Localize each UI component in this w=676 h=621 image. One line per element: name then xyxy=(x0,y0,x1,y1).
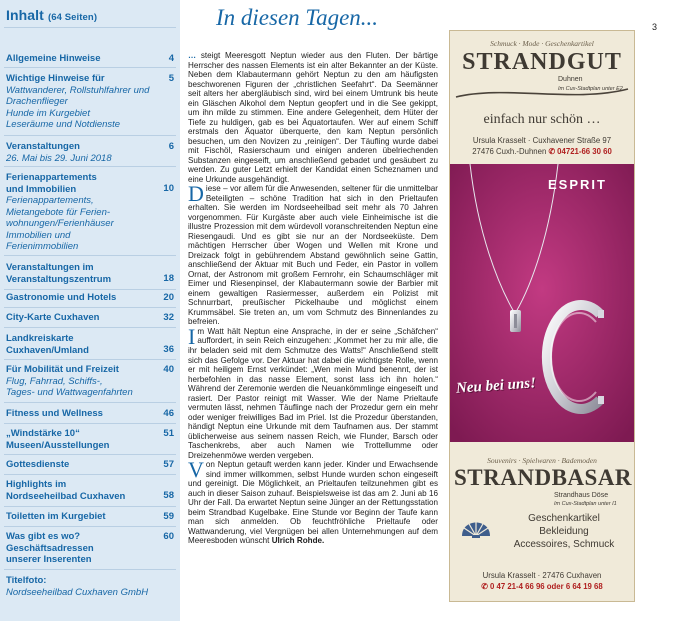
toc-entry-page: 6 xyxy=(168,141,174,152)
article-paragraph-2 xyxy=(188,181,438,327)
toc-head-line: Veranstaltungszentrum xyxy=(6,273,112,285)
contact-line xyxy=(450,146,634,157)
paragraph-text: m Watt hält Neptun eine Ansprache, in der er seine „Schäfchen“ auffordert, in sein Reich einzugehen: „Kommet her zu mir alle, die ihr beladen seid mit dem Schmutze des Watts!“ Anschließend stellt sich das Gefolge vor. Der Aktuar hat dabei die wichtigste Rolle, wenn er mit heiligem Ernst verkündet: „Wen mein Mund benennt, der ist herbefohlen in das nasse Element, sonst lass ich ihn holen.“ Während der Zeremonie werden die Neuankömmlinge eingeseift und rasiert. Der Pastor reinigt mit Wasser. Wie der Name Prieltaufe vermuten lässt, nehmen Täuflinge nach der Prozedur gern ein mehr oder weniger freiwilliges Bad im Priel. Ist die Prozedur überstanden, händigt Neptun eine Urkunde mit dem Taufnamen aus. Der stammt üblicherweise aus seinem nassen Reich, wie Flunder, Barsch oder Taschenkrebs, aber auch Namen wie Trottellumme oder Dreizehenmöwe werden vergeben. xyxy=(188,326,438,460)
toc-entry-head: Gastronomie und Hotels xyxy=(6,292,117,303)
lead-dots: … xyxy=(188,51,197,60)
toc-head-line: „Windstärke 10“ xyxy=(6,428,80,439)
strandbasar-contact xyxy=(450,570,634,592)
toc-desc-line: Wattwanderer, Rollstuhlfahrer und Drachenflieger xyxy=(6,84,150,107)
titelfoto-value: Nordseeheilbad Cuxhaven GmbH xyxy=(6,586,149,598)
toc-entry-head xyxy=(6,428,113,451)
toc-entry-head xyxy=(6,333,93,356)
seashell-icon xyxy=(460,510,492,540)
toc-entry-page: 20 xyxy=(163,292,174,303)
contact-line: Ursula Krasselt · 27476 Cuxhaven xyxy=(482,571,602,580)
contact-line: Ursula Krasselt · Cuxhavener Straße 97 xyxy=(472,136,612,145)
table-of-contents xyxy=(0,0,180,621)
toc-entry[interactable] xyxy=(6,408,174,420)
page-number: 3 xyxy=(652,22,658,32)
toc-entry-head: Allgemeine Hinweise xyxy=(6,53,101,64)
article-title: In diesen Tagen... xyxy=(216,5,379,30)
toc-entry-page: 51 xyxy=(163,428,174,439)
toc-entry[interactable] xyxy=(6,53,174,65)
toc-desc-line: Immobilien und xyxy=(6,229,71,241)
strandgut-map-ref: Im Cux-Stadtplan unter E2 xyxy=(558,86,623,92)
article-body xyxy=(188,51,438,546)
toc-entry-head: Toiletten im Kurgebiet xyxy=(6,511,106,522)
toc-entry-head: Veranstaltungen xyxy=(6,141,80,152)
dropcap: I xyxy=(188,323,196,349)
toc-desc-line: Hunde im Kurgebiet xyxy=(6,107,90,119)
toc-entry-desc: 26. Mai bis 29. Juni 2018 xyxy=(6,152,112,164)
toc-desc-line: Tages- und Wattwagenfahrten xyxy=(6,387,133,398)
strandgut-logo-text: STRANDGUT xyxy=(462,49,622,75)
article-paragraph-3 xyxy=(188,323,438,460)
toc-entry-page: 18 xyxy=(163,273,174,284)
toc-entry-page: 4 xyxy=(168,53,174,64)
product-line: Bekleidung xyxy=(539,526,589,537)
strandgut-slogan: einfach nur schön … xyxy=(483,112,601,127)
strandbasar-logo-text: STRANDBASAR xyxy=(454,465,633,490)
toc-entry-page: 40 xyxy=(163,364,174,375)
necklace-and-bangle-illustration xyxy=(450,164,634,442)
toc-entry-page: 10 xyxy=(163,183,174,194)
toc-entry[interactable] xyxy=(6,428,174,451)
toc-entry[interactable] xyxy=(6,292,174,304)
toc-desc-line: Ferienimmobilien xyxy=(6,241,79,252)
article xyxy=(188,0,438,621)
toc-entry[interactable] xyxy=(6,172,174,253)
toc-desc-line: Leseräume und Notdienste xyxy=(6,119,121,130)
toc-desc-line: wohnungen/Ferienhäuser xyxy=(6,218,114,229)
paragraph-text: steigt Meeresgott Neptun wieder aus den Fluten. Der bärtige Herrscher des nassen Elements ist ein alter Bekannter an der Küste. Neben dem Klabautermann gehört Neptun zu den am häufigsten beschworenen Figuren der „christlichen Seefahrt“. Da Seemänner seit alters her abergläubisch sind, wird bei einem Umtrunk bis heute ein Gläschen Alkohol dem Neptun geopfert und in die See gekippt, um ihn milde zu stimmen. Eine andere Gelegenheit, dem Hüter der Tiefe zu huldigen, gab es bei Äquatortaufen. Wer auf einem Schiff erstmals den Äquator überquerte, den kam Neptun persönlich besuchen, um den Novizen zu „reinigen“. Der Täufling wurde dabei mit Fischöl, Rasierschaum und einigen anderen übelriechenden Substanzen eingeseift, um anschließend gebadet und gesäubert zu werden. Zu guter Letzt erhielt der Kandidat einen Scheznamen und eine Urkunde ausgehändigt. xyxy=(188,51,438,184)
strandgut-ad xyxy=(450,31,634,163)
contact-phone: ✆ 0 47 21-4 66 96 oder 6 64 19 68 xyxy=(481,582,603,591)
toc-entry[interactable] xyxy=(6,364,174,399)
toc-entry-head: City-Karte Cuxhaven xyxy=(6,312,100,323)
signature: Ulrich Rohde. xyxy=(271,536,325,546)
toc-entry-page: 57 xyxy=(163,459,174,470)
product-line: Accessoires, Schmuck xyxy=(513,539,615,550)
toc-entry[interactable] xyxy=(6,459,174,471)
toc-entry[interactable] xyxy=(6,511,174,523)
strandbasar-location: Strandhaus Döse xyxy=(554,492,609,499)
toc-entry-page: 60 xyxy=(163,531,174,542)
toc-entry-head xyxy=(6,172,101,195)
toc-entry-head: Wichtige Hinweise für xyxy=(6,73,105,84)
toc-entry-page: 36 xyxy=(163,344,174,355)
toc-entry[interactable] xyxy=(6,262,174,285)
toc-entry-page: 46 xyxy=(163,408,174,419)
toc-head-line: Was gibt es wo? xyxy=(6,531,81,542)
toc-entry-page: 58 xyxy=(163,490,174,501)
toc-entry-head: Fitness und Wellness xyxy=(6,408,103,419)
product-line: Geschenkartikel xyxy=(528,513,600,524)
titelfoto-label: Titelfoto: xyxy=(6,575,47,586)
toc-entry-desc xyxy=(6,195,174,253)
strandbasar-map-ref: Im Cux-Stadtplan unter I1 xyxy=(554,501,617,507)
esprit-logo-text: ESPRIT xyxy=(548,177,607,192)
toc-title-text: Inhalt xyxy=(6,7,44,23)
toc-subtitle: (64 Seiten) xyxy=(47,12,98,23)
toc-head-line: unserer Inserenten xyxy=(6,554,92,565)
strandbasar-products xyxy=(494,512,634,551)
paragraph-text: on Neptun getauft werden kann jeder. Kinder und Erwachsende sind immer willkommen, selbst Hunde wurden schon eingeseift und gereinigt. Die Möglichkeit, an Prieltaufen teilzunehmen gibt es auch in dieser Saison zuhauf. Beispielsweise ist das am 2. Juni ab 16 Uhr der Fall. Da erwartet Neptun seine Jünger an der Rettungsstation beim Strandbad Kugelbake. Eine Stunde vor Beginn der Taufe kann man sich anmelden. Ob feuchtfröhliche Prieltaufe oder Wattwanderung, viel Vergnügen bei allen Unternehmungen auf dem Meeresboden wünscht xyxy=(188,460,438,546)
advertisement xyxy=(449,30,635,602)
strandgut-tagline: Schmuck · Mode · Geschenkartikel xyxy=(490,39,594,48)
toc-head-line: Ferienappartements xyxy=(6,172,97,183)
dropcap: D xyxy=(188,181,204,207)
toc-entry-head: Gottesdienste xyxy=(6,459,70,470)
contact-address: 27476 Cuxh.-Duhnen xyxy=(472,147,549,156)
toc-entry[interactable] xyxy=(6,73,174,131)
toc-entry[interactable] xyxy=(6,333,174,356)
toc-desc-line: Mietangebote für Ferien- xyxy=(6,206,111,218)
toc-entry-head xyxy=(6,479,129,502)
toc-title xyxy=(6,7,180,23)
toc-entry[interactable] xyxy=(6,141,174,164)
jewelry-photo xyxy=(450,164,634,442)
toc-entry-page: 32 xyxy=(163,312,174,323)
article-paragraph-1 xyxy=(188,51,438,184)
toc-entry-head xyxy=(6,531,98,566)
toc-head-line: und Immobilien xyxy=(6,183,77,195)
article-paragraph-4 xyxy=(188,457,438,546)
toc-head-line: Museen/Ausstellungen xyxy=(6,439,110,451)
toc-entry-page: 59 xyxy=(163,511,174,522)
toc-head-line: Highlights im xyxy=(6,479,67,490)
toc-desc-line: Ferienappartements, xyxy=(6,195,94,206)
toc-entry-head: Für Mobilität und Freizeit xyxy=(6,364,119,375)
new-arrival-label: Neu bei uns! xyxy=(455,375,537,397)
toc-head-line: Cuxhaven/Umland xyxy=(6,344,89,356)
toc-entry[interactable] xyxy=(6,479,174,502)
contact-phone: ✆ 04721-66 30 60 xyxy=(548,147,612,156)
paragraph-text: iese – vor allem für die Anwesenden, seltener für die unmittelbar Beteiligten – schöne Tradition hat sich in den Prieltaufen erhalten. Sie werden im Nordseeheilbad seit mehr als 70 Jahren vorgenommen. Für Kurgäste aber auch viele Einheimische ist die illustre Prozession mit dem würdevoll voranschreitenden Neptun eine Riesengaudi. Und es gibt sie nur an der Nordseeküste. Dem mächtigen Herrscher über Wogen und Wellen mit Krone und Dreizack folgt in gebührendem Abstand gewöhnlich seine Gattin, anschließend der Aktuar mit Buch und Feder, ein Pastor in vollem Ornat, der Astronom mit großem Fernrohr, ein Schaumschläger mit Eimer und Riesenpinsel, der Klabautermann sowie der Barbier mit einem gewaltigen Rasiermesser, außerdem ein Polizist mit Schnurrbart, preußischer Pickelhaube und möglichst einem Krummsäbel. Sie treten an, um vom Schmutz des Binnenlandes zu befreien. xyxy=(188,184,438,327)
titelfoto-credit xyxy=(6,575,174,598)
toc-head-line: Veranstaltungen im xyxy=(6,262,94,273)
toc-entry[interactable] xyxy=(6,312,174,324)
toc-head-line: Geschäftsadressen xyxy=(6,542,94,554)
toc-entry-desc xyxy=(6,376,174,399)
strandgut-location: Duhnen xyxy=(558,76,583,83)
toc-entry-head xyxy=(6,262,115,285)
strandgut-contact xyxy=(450,135,634,157)
strandbasar-tagline: Souvenirs · Spielwaren · Bademoden xyxy=(487,456,597,465)
toc-entry[interactable] xyxy=(6,531,174,566)
strandbasar-ad xyxy=(450,442,634,601)
toc-entry-page: 5 xyxy=(168,73,174,84)
toc-head-line: Landkreiskarte xyxy=(6,333,74,344)
toc-head-line: Nordseeheilbad Cuxhaven xyxy=(6,490,126,502)
dropcap: V xyxy=(188,457,204,483)
toc-desc-line: Flug, Fahrrad, Schiffs-, xyxy=(6,375,103,387)
toc-entry-desc xyxy=(6,85,174,131)
